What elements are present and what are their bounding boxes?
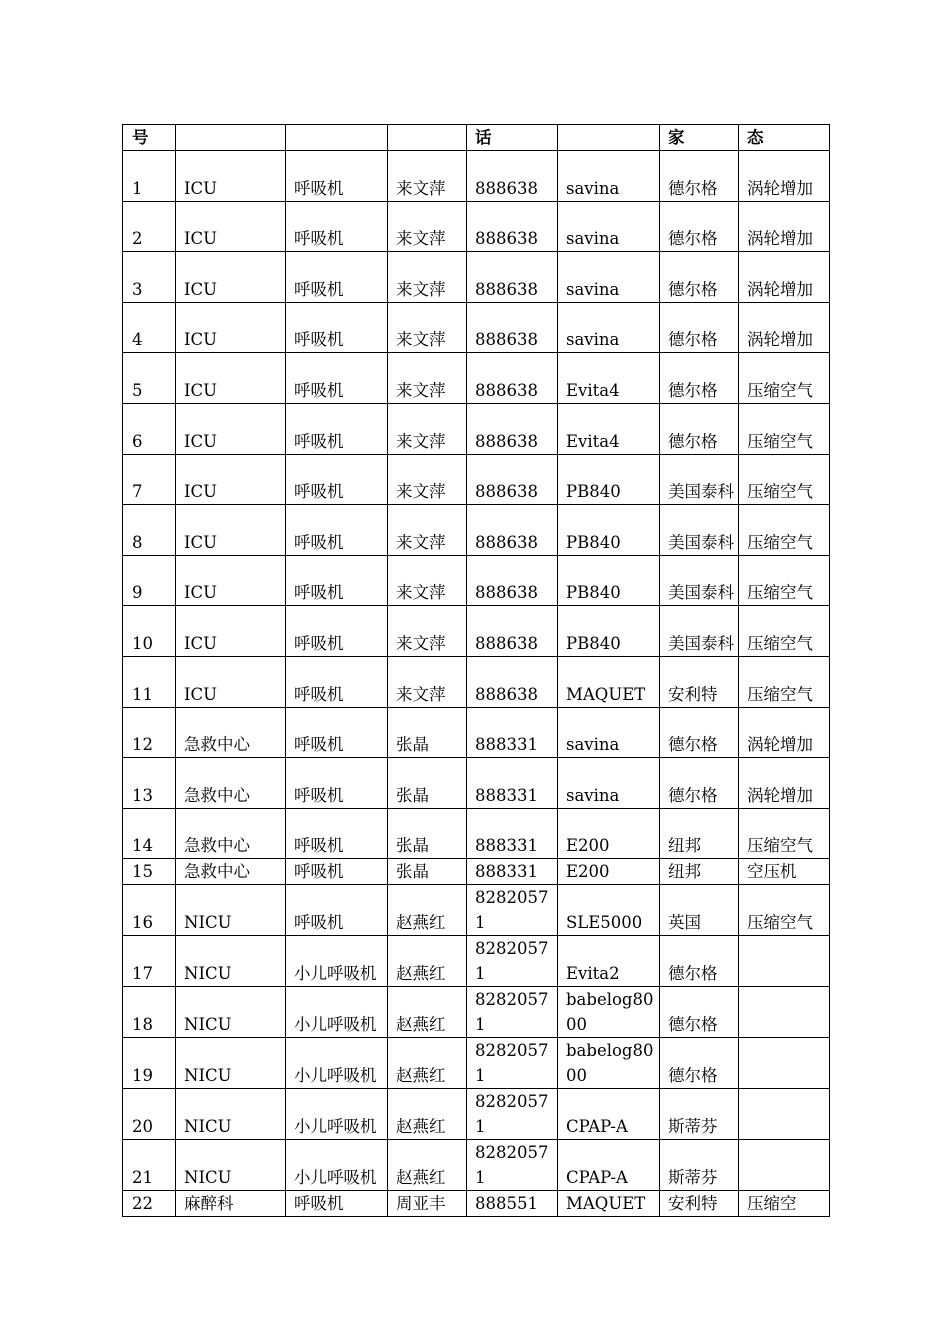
table-cell: 美国泰科 xyxy=(660,606,739,657)
table-cell: 888331 xyxy=(467,758,558,809)
table-cell: 赵燕红 xyxy=(388,1038,467,1089)
table-cell: NICU xyxy=(176,987,286,1038)
table-cell: ICU xyxy=(176,252,286,303)
table-cell: 呼吸机 xyxy=(286,201,388,252)
table-cell: 呼吸机 xyxy=(286,353,388,404)
table-cell: 压缩空气 xyxy=(739,403,830,454)
table-cell: 82820571 xyxy=(467,1140,558,1191)
table-cell: 来文萍 xyxy=(388,252,467,303)
table-cell: 压缩空气 xyxy=(739,656,830,707)
header-cell xyxy=(558,125,660,151)
table-cell: 888331 xyxy=(467,808,558,859)
table-cell: 来文萍 xyxy=(388,555,467,606)
table-cell: 22 xyxy=(123,1191,176,1217)
table-cell: 10 xyxy=(123,606,176,657)
table-cell: ICU xyxy=(176,505,286,556)
table-row xyxy=(123,1140,830,1191)
table-cell: savina xyxy=(558,758,660,809)
table-cell: 张晶 xyxy=(388,758,467,809)
table-cell: 压缩空 xyxy=(739,1191,830,1217)
table-cell: 888638 xyxy=(467,454,558,505)
table-cell: 赵燕红 xyxy=(388,1089,467,1140)
table-cell: 小儿呼吸机 xyxy=(286,1140,388,1191)
table-cell: 纽邦 xyxy=(660,808,739,859)
table-cell: 888638 xyxy=(467,555,558,606)
table-cell: 888551 xyxy=(467,1191,558,1217)
table-cell: 18 xyxy=(123,987,176,1038)
table-cell: 82820571 xyxy=(467,987,558,1038)
table-body xyxy=(123,125,830,1217)
table-cell: MAQUET xyxy=(558,656,660,707)
table-cell: 呼吸机 xyxy=(286,302,388,353)
table-cell: NICU xyxy=(176,936,286,987)
table-cell: Evita4 xyxy=(558,403,660,454)
table-cell: 82820571 xyxy=(467,1089,558,1140)
table-cell: 赵燕红 xyxy=(388,885,467,936)
table-row xyxy=(123,505,830,556)
table-cell: 888638 xyxy=(467,252,558,303)
table-cell: 美国泰科 xyxy=(660,555,739,606)
table-row xyxy=(123,859,830,885)
table-cell: 小儿呼吸机 xyxy=(286,1038,388,1089)
table-cell: 赵燕红 xyxy=(388,936,467,987)
table-cell: 压缩空气 xyxy=(739,885,830,936)
table-cell: 赵燕红 xyxy=(388,987,467,1038)
table-cell: savina xyxy=(558,707,660,758)
table-row xyxy=(123,1038,830,1089)
table-cell: 德尔格 xyxy=(660,707,739,758)
header-cell: 号 xyxy=(123,125,176,151)
table-cell: 呼吸机 xyxy=(286,885,388,936)
table-cell: 888638 xyxy=(467,403,558,454)
table-cell: 张晶 xyxy=(388,859,467,885)
table-cell: 压缩空气 xyxy=(739,555,830,606)
table-cell: 急救中心 xyxy=(176,859,286,885)
table-cell: 5 xyxy=(123,353,176,404)
table-cell: 来文萍 xyxy=(388,302,467,353)
table-cell: 6 xyxy=(123,403,176,454)
table-cell: CPAP-A xyxy=(558,1089,660,1140)
table-cell: babelog8000 xyxy=(558,987,660,1038)
table-cell: 呼吸机 xyxy=(286,656,388,707)
table-cell: 压缩空气 xyxy=(739,808,830,859)
table-cell: 2 xyxy=(123,201,176,252)
table-cell: PB840 xyxy=(558,606,660,657)
table-row xyxy=(123,936,830,987)
table-cell: 888331 xyxy=(467,707,558,758)
table-cell: 德尔格 xyxy=(660,1038,739,1089)
table-cell: 德尔格 xyxy=(660,987,739,1038)
table-cell: 14 xyxy=(123,808,176,859)
table-row xyxy=(123,1191,830,1217)
table-cell: PB840 xyxy=(558,505,660,556)
table-cell: PB840 xyxy=(558,555,660,606)
table-cell: 呼吸机 xyxy=(286,252,388,303)
header-cell xyxy=(388,125,467,151)
table-row xyxy=(123,403,830,454)
table-cell: 来文萍 xyxy=(388,606,467,657)
table-cell: 麻醉科 xyxy=(176,1191,286,1217)
table-cell: 呼吸机 xyxy=(286,758,388,809)
table-cell: 呼吸机 xyxy=(286,1191,388,1217)
table-cell: 空压机 xyxy=(739,859,830,885)
table-cell: 来文萍 xyxy=(388,454,467,505)
header-cell: 家 xyxy=(660,125,739,151)
table-row xyxy=(123,606,830,657)
table-cell: 3 xyxy=(123,252,176,303)
table-cell: 888638 xyxy=(467,656,558,707)
table-cell: 888331 xyxy=(467,859,558,885)
table-cell: babelog8000 xyxy=(558,1038,660,1089)
table-cell: 7 xyxy=(123,454,176,505)
table-row xyxy=(123,252,830,303)
table-cell: ICU xyxy=(176,555,286,606)
table-cell: 82820571 xyxy=(467,885,558,936)
table-cell: 压缩空气 xyxy=(739,505,830,556)
table-row xyxy=(123,808,830,859)
table-cell: 安利特 xyxy=(660,1191,739,1217)
table-cell: ICU xyxy=(176,151,286,202)
table-cell: 888638 xyxy=(467,505,558,556)
table-cell: NICU xyxy=(176,885,286,936)
table-cell: 德尔格 xyxy=(660,151,739,202)
table-cell: 888638 xyxy=(467,201,558,252)
table-row xyxy=(123,201,830,252)
table-cell: 呼吸机 xyxy=(286,403,388,454)
table-cell: 德尔格 xyxy=(660,758,739,809)
table-cell: 4 xyxy=(123,302,176,353)
table-cell: 德尔格 xyxy=(660,353,739,404)
table-row xyxy=(123,987,830,1038)
table-cell: 斯蒂芬 xyxy=(660,1089,739,1140)
table-cell: 呼吸机 xyxy=(286,505,388,556)
table-cell: 德尔格 xyxy=(660,936,739,987)
table-cell: 来文萍 xyxy=(388,151,467,202)
table-cell: 20 xyxy=(123,1089,176,1140)
table-cell: MAQUET xyxy=(558,1191,660,1217)
table-cell: 1 xyxy=(123,151,176,202)
table-cell: 赵燕红 xyxy=(388,1140,467,1191)
table-cell xyxy=(739,1089,830,1140)
table-cell: savina xyxy=(558,302,660,353)
table-cell: 82820571 xyxy=(467,1038,558,1089)
table-row xyxy=(123,353,830,404)
table-cell: 21 xyxy=(123,1140,176,1191)
table-cell: savina xyxy=(558,151,660,202)
table-cell: 9 xyxy=(123,555,176,606)
table-cell: 急救中心 xyxy=(176,808,286,859)
table-cell: 急救中心 xyxy=(176,758,286,809)
table-cell: savina xyxy=(558,252,660,303)
table-cell: ICU xyxy=(176,454,286,505)
table-cell: 888638 xyxy=(467,353,558,404)
table-cell: 安利特 xyxy=(660,656,739,707)
table-cell: 小儿呼吸机 xyxy=(286,987,388,1038)
table-row xyxy=(123,885,830,936)
table-cell: 来文萍 xyxy=(388,353,467,404)
table-cell: 来文萍 xyxy=(388,403,467,454)
table-cell: PB840 xyxy=(558,454,660,505)
table-row xyxy=(123,555,830,606)
table-cell: 德尔格 xyxy=(660,302,739,353)
table-cell: 16 xyxy=(123,885,176,936)
table-cell: 来文萍 xyxy=(388,505,467,556)
table-cell: 德尔格 xyxy=(660,403,739,454)
table-cell: 小儿呼吸机 xyxy=(286,936,388,987)
table-cell: 11 xyxy=(123,656,176,707)
table-cell: 涡轮增加 xyxy=(739,252,830,303)
table-cell: 张晶 xyxy=(388,707,467,758)
table-cell: 涡轮增加 xyxy=(739,201,830,252)
table-row xyxy=(123,151,830,202)
table-cell: 涡轮增加 xyxy=(739,758,830,809)
table-cell: 888638 xyxy=(467,151,558,202)
table-cell: 德尔格 xyxy=(660,201,739,252)
table-row xyxy=(123,302,830,353)
table-cell: 呼吸机 xyxy=(286,454,388,505)
table-cell: ICU xyxy=(176,606,286,657)
table-cell: ICU xyxy=(176,201,286,252)
table-cell: 呼吸机 xyxy=(286,707,388,758)
table-cell: 17 xyxy=(123,936,176,987)
table-cell: 涡轮增加 xyxy=(739,707,830,758)
table-cell: 涡轮增加 xyxy=(739,151,830,202)
table-cell: 急救中心 xyxy=(176,707,286,758)
table-cell xyxy=(739,936,830,987)
table-cell: 斯蒂芬 xyxy=(660,1140,739,1191)
table-cell: ICU xyxy=(176,353,286,404)
header-cell xyxy=(286,125,388,151)
header-cell: 态 xyxy=(739,125,830,151)
table-cell: 呼吸机 xyxy=(286,808,388,859)
table-cell: 压缩空气 xyxy=(739,606,830,657)
table-cell: 美国泰科 xyxy=(660,505,739,556)
table-header-row xyxy=(123,125,830,151)
table-cell: CPAP-A xyxy=(558,1140,660,1191)
table-cell: 13 xyxy=(123,758,176,809)
table-cell: 张晶 xyxy=(388,808,467,859)
table-cell xyxy=(739,1140,830,1191)
table-cell: 德尔格 xyxy=(660,252,739,303)
table-cell: NICU xyxy=(176,1089,286,1140)
table-cell: 小儿呼吸机 xyxy=(286,1089,388,1140)
table-cell: Evita4 xyxy=(558,353,660,404)
table-cell: 8 xyxy=(123,505,176,556)
table-cell: 12 xyxy=(123,707,176,758)
table-cell: 压缩空气 xyxy=(739,353,830,404)
table-cell: 15 xyxy=(123,859,176,885)
table-cell: 呼吸机 xyxy=(286,859,388,885)
table-cell: E200 xyxy=(558,859,660,885)
table-cell: 周亚丰 xyxy=(388,1191,467,1217)
table-cell: SLE5000 xyxy=(558,885,660,936)
table-row xyxy=(123,656,830,707)
table-cell: 美国泰科 xyxy=(660,454,739,505)
table-row xyxy=(123,707,830,758)
table-row xyxy=(123,758,830,809)
table-row xyxy=(123,454,830,505)
table-cell: ICU xyxy=(176,656,286,707)
table-row xyxy=(123,1089,830,1140)
equipment-table xyxy=(122,124,830,1217)
table-cell: 纽邦 xyxy=(660,859,739,885)
table-cell: 888638 xyxy=(467,606,558,657)
table-cell: NICU xyxy=(176,1038,286,1089)
header-cell: 话 xyxy=(467,125,558,151)
table-cell: 压缩空气 xyxy=(739,454,830,505)
table-cell: 英国 xyxy=(660,885,739,936)
table-cell: 888638 xyxy=(467,302,558,353)
table-cell: NICU xyxy=(176,1140,286,1191)
table-cell: 涡轮增加 xyxy=(739,302,830,353)
table-cell: 来文萍 xyxy=(388,656,467,707)
table-cell xyxy=(739,1038,830,1089)
header-cell xyxy=(176,125,286,151)
table-cell: 呼吸机 xyxy=(286,555,388,606)
table-cell: 呼吸机 xyxy=(286,151,388,202)
table-cell: Evita2 xyxy=(558,936,660,987)
table-cell: ICU xyxy=(176,302,286,353)
table-cell: E200 xyxy=(558,808,660,859)
table-cell: savina xyxy=(558,201,660,252)
table-cell: 来文萍 xyxy=(388,201,467,252)
table-cell: 呼吸机 xyxy=(286,606,388,657)
table-cell: 19 xyxy=(123,1038,176,1089)
table-cell: 82820571 xyxy=(467,936,558,987)
table-cell: ICU xyxy=(176,403,286,454)
table-cell xyxy=(739,987,830,1038)
